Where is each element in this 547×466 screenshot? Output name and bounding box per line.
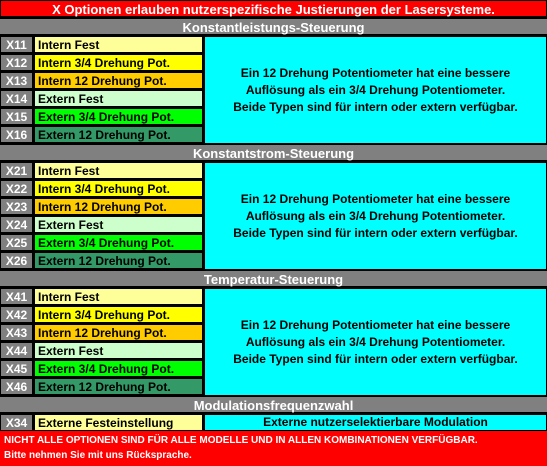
option-label: Extern 12 Drehung Pot. [34, 126, 203, 143]
section-block [0, 36, 547, 144]
option-code: X21 [0, 162, 33, 179]
option-label: Extern 3/4 Drehung Pot. [34, 360, 203, 377]
description-line: Auflösung als ein 3/4 Drehung Potentiometer. [245, 82, 506, 97]
option-label: Extern Fest [34, 216, 203, 233]
section-description [204, 162, 547, 270]
option-label: Externe Festeinstellung [34, 414, 203, 431]
option-label: Extern 12 Drehung Pot. [34, 378, 203, 395]
option-code: X23 [0, 198, 33, 215]
option-label: Intern 3/4 Drehung Pot. [34, 180, 203, 197]
description-line: Ein 12 Drehung Potentiometer hat eine bessere [240, 317, 511, 332]
section-header-modulation: Modulationsfrequenzwahl [0, 396, 547, 413]
description-line: Ein 12 Drehung Potentiometer hat eine bessere [240, 65, 511, 80]
warning-text: NICHT ALLE OPTIONEN SIND FÜR ALLE MODELLE UND IN ALLEN KOMBINATIONEN VERFÜGBAR. [4, 435, 478, 446]
section-header: Konstantstrom-Steuerung [0, 144, 547, 161]
option-label: Intern 3/4 Drehung Pot. [34, 54, 203, 71]
option-code: X13 [0, 72, 33, 89]
section-block [0, 288, 547, 396]
description-line: Beide Typen sind für intern oder extern verfügbar. [233, 351, 518, 366]
description-line: Beide Typen sind für intern oder extern verfügbar. [233, 99, 518, 114]
option-label: Extern 3/4 Drehung Pot. [34, 108, 203, 125]
option-code: X11 [0, 36, 33, 53]
option-label: Extern Fest [34, 342, 203, 359]
page-title: X Optionen erlauben nutzerspezifische Justierungen der Lasersysteme. [0, 0, 547, 17]
description-line: Ein 12 Drehung Potentiometer hat eine bessere [240, 191, 511, 206]
option-label: Intern Fest [34, 36, 203, 53]
option-label: Intern 12 Drehung Pot. [34, 198, 203, 215]
option-code: X45 [0, 360, 33, 377]
option-label: Intern 12 Drehung Pot. [34, 72, 203, 89]
option-label: Intern 3/4 Drehung Pot. [34, 306, 203, 323]
section-header: Temperatur-Steuerung [0, 270, 547, 287]
option-code: X34 [0, 414, 33, 431]
option-label: Extern Fest [34, 90, 203, 107]
option-code: X43 [0, 324, 33, 341]
section-description [204, 288, 547, 396]
option-code: X14 [0, 90, 33, 107]
option-label: Intern 12 Drehung Pot. [34, 324, 203, 341]
option-label: Intern Fest [34, 288, 203, 305]
option-code: X12 [0, 54, 33, 71]
modulation-row [0, 414, 547, 431]
option-code: X25 [0, 234, 33, 251]
section-block [0, 162, 547, 270]
option-code: X41 [0, 288, 33, 305]
option-code: X22 [0, 180, 33, 197]
option-code: X15 [0, 108, 33, 125]
option-code: X44 [0, 342, 33, 359]
section-header: Konstantleistungs-Steuerung [0, 18, 547, 35]
option-label: Intern Fest [34, 162, 203, 179]
contact-note: Bitte nehmen Sie mit uns Rücksprache. [4, 450, 192, 461]
description-line: Auflösung als ein 3/4 Drehung Potentiometer. [245, 208, 506, 223]
description-line: Auflösung als ein 3/4 Drehung Potentiometer. [245, 334, 506, 349]
option-label: Extern 3/4 Drehung Pot. [34, 234, 203, 251]
availability-warning [0, 431, 547, 466]
option-label: Extern 12 Drehung Pot. [34, 252, 203, 269]
section-description [204, 36, 547, 144]
description-line: Beide Typen sind für intern oder extern verfügbar. [233, 225, 518, 240]
option-code: X46 [0, 378, 33, 395]
option-code: X42 [0, 306, 33, 323]
option-code: X24 [0, 216, 33, 233]
option-code: X26 [0, 252, 33, 269]
modulation-description: Externe nutzerselektierbare Modulation [204, 414, 547, 431]
option-code: X16 [0, 126, 33, 143]
